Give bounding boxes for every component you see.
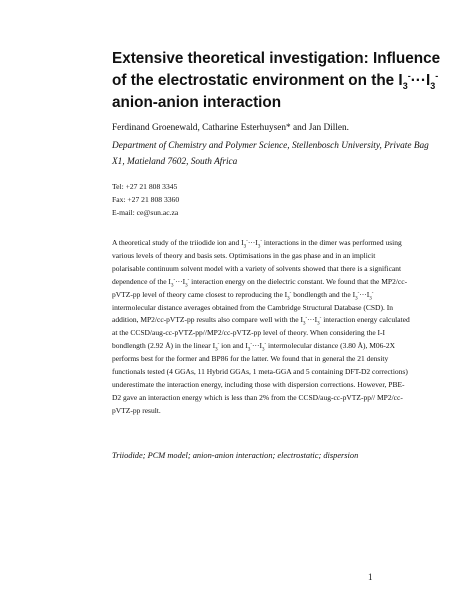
title-line-1: Extensive theoretical investigation: Influence	[112, 50, 441, 67]
abstract-line: underestimate the interaction energy, including those with dispersion corrections. However, PBE-	[112, 379, 405, 389]
author-list: Ferdinand Groenewald, Catharine Esterhuysen* and Jan Dillen.	[112, 123, 350, 133]
keywords: Triiodide; PCM model; anion-anion interaction; electrostatic; dispersion	[112, 451, 359, 460]
abstract-line: pVTZ-pp level of theory came closest to reproducing the $I_3^-$ bondlength and the $I_3^-\cdot\cdot\cdot I_3^-$	[112, 289, 374, 302]
abstract-line: pVTZ-pp result.	[112, 405, 161, 415]
abstract-line: D2 gave an interaction energy which is less than 2% from the CCSD/aug-cc-pVTZ-pp// MP2/cc-	[112, 392, 403, 402]
abstract-line: bondlength (2.92 Å) in the linear $I_3^-$ ion and $I_3^-\cdot\cdot\cdot I_3^-$ intermolecular distance (3.80 Å), M06-2X	[112, 341, 396, 353]
abstract-line: intermolecular distance averages obtained from the Cambridge Structural Database (CSD). In	[112, 302, 393, 312]
contact-info	[112, 180, 312, 219]
title-line-3: anion-anion interaction	[112, 94, 282, 111]
abstract	[112, 237, 424, 418]
contact-tel: Tel: +27 21 808 3345	[112, 182, 178, 191]
abstract-line: addition, MP2/cc-pVTZ-pp results also compare well with the $I_3^-\cdot\cdot\cdot I_3^-$ interaction energy calculated	[112, 315, 410, 327]
abstract-line: functionals tested (4 GGAs, 11 Hybrid GGAs, 1 meta-GGA and 5 containing DFT-D2 corrections)	[112, 367, 408, 377]
page-number: 1	[368, 572, 373, 582]
contact-fax: Fax: +27 21 808 3360	[112, 195, 180, 204]
abstract-line: dependence of the $I_3^-\cdot\cdot\cdot I_3^-$ interaction energy on the dielectric constant. We found that the MP2/cc-	[112, 276, 408, 289]
title-line-2: of the electrostatic environment on the $I_3^-\cdot\cdot\cdot I_3^-$	[112, 70, 439, 92]
contact-email: E-mail: ce@sun.ac.za	[112, 208, 179, 217]
abstract-line: performs best for the former and BP86 for the latter. We found that in general the 21 density	[112, 354, 389, 364]
abstract-line: polarisable continuum solvent model with a variety of solvents showed that there is a significant	[112, 263, 402, 273]
abstract-line: various levels of theory and basis sets. Optimisations in the gas phase and in an implicit	[112, 250, 376, 260]
abstract-line: A theoretical study of the triiodide ion and $I_3^-\cdot\cdot\cdot I_3^-$ interactions in the dimer was performed using	[112, 238, 402, 250]
affiliation: Department of Chemistry and Polymer Science, Stellenbosch University, Private Bag X1, Matieland 7602, South Africa	[112, 141, 429, 167]
abstract-line: at the CCSD/aug-cc-pVTZ-pp//MP2/cc-pVTZ-pp level of theory. When considering the I-I	[112, 328, 386, 338]
paper-title	[112, 48, 441, 114]
